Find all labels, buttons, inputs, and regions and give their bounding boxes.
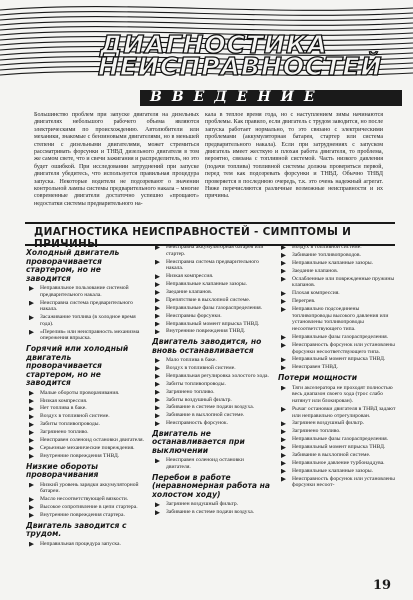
page-number: 19 — [373, 578, 392, 593]
list-item: Неисправна система предварительного накала. — [152, 259, 270, 272]
list-item: Загрязнен воздушный фильтр. — [278, 420, 396, 427]
list-item: Серьезные механические повреждения. — [26, 445, 146, 452]
symptom-list — [152, 357, 270, 427]
subhead: Горячий или холодный двигатель проворачивается стартером, но не заводится — [26, 344, 129, 388]
list-item: Забивание топливопроводов. — [278, 252, 396, 259]
list-item: Забиты топливопроводы. — [26, 421, 146, 428]
list-item: Неправильное давление турбонаддува. — [278, 460, 396, 467]
subhead: Перебои в работе (неравномерная работа на холостом ходу) — [152, 472, 270, 499]
list-item: Неправильный момент впрыска ТНВД. — [278, 444, 396, 451]
list-item: Забивание в выхлопной системе. — [278, 452, 396, 459]
symptom-list — [152, 244, 270, 335]
page-title-line1: ДИАГНОСТИКА — [100, 30, 328, 59]
list-item: Воздух в топливной системе. — [26, 413, 146, 420]
list-item: Загрязнено топливо. — [152, 389, 270, 396]
symptom-list — [278, 385, 396, 490]
list-item: Загрязнено топливо. — [26, 429, 146, 436]
list-item: Плохая компрессия. — [278, 290, 396, 297]
subhead: Двигатель заводится с трудом. — [26, 520, 127, 539]
subhead: Двигатель не останавливается при выключении — [152, 428, 245, 455]
intro-paragraph-left: Большинство проблем при запуске двигателя на дизельных двигателях небольшого рабочего объема являются электрическими по происхождению. Автолюбители или механики, знакомые с бензиновыми двигателями, но в меньшей степени с дизельными двигателями, может стремиться рассматривать форсунки и ТНВД дизельного двигателя в том же самом свете, что и свечи зажигания и распределитель, но это будет ошибкой. При исследовании затруднений при запуске двигателя убедитесь, что используется правильная процедура запуска. Некоторые водители не подозревают о значении контрольной лампы системы предварительного накала – многие современные двигатели достаточно успешно «прощают» недостатки системы предварительного на- — [34, 112, 199, 207]
list-item: Внутренние повреждения ТНВД. — [26, 453, 146, 460]
list-item: Неправильные клапанные зазоры. — [278, 260, 396, 267]
list-item: Неправильные фазы газораспределения. — [278, 334, 396, 341]
section-title: ДИАГНОСТИКА НЕИСПРАВНОСТЕЙ - СИМПТОМЫ И ПРИЧИНЫ — [34, 226, 352, 250]
list-item: Неправильная регулировка холостого хода. — [152, 373, 270, 380]
list-item: Заедание клапанов. — [278, 268, 396, 275]
list-item: Забивание в системе подачи воздуха. — [152, 404, 270, 411]
list-item: Неисправен соленоид остановки двигателя. — [26, 437, 146, 444]
list-item: Забивание в выхлопной системе. — [152, 412, 270, 419]
list-item: Мало топлива в баке. — [152, 357, 270, 364]
column-2 — [152, 244, 270, 517]
column-1 — [26, 246, 146, 548]
list-item: Неправильные фазы газораспределения. — [152, 305, 270, 312]
list-item: Малые обороты проворачивания. — [26, 390, 146, 397]
list-item: Низкая компрессия. — [152, 273, 270, 280]
list-item: Неправильные клапанные зазоры. — [278, 468, 396, 475]
section-tag: ВВЕДЕНИЕ — [150, 89, 325, 105]
list-item: Тяги акселератора не проходят полностью весь диапазон своего хода (трос слабо натянут или блокирован). — [278, 385, 396, 405]
list-item: «Перелив» или неисправность механизма опережения впрыска. — [26, 329, 146, 342]
list-item: Неправильный момент впрыска ТНВД. — [152, 321, 270, 328]
list-item: Неисправна аккумуляторная батарея или стартер. — [152, 244, 270, 257]
header-banner — [0, 0, 413, 90]
subhead: Низкие обороты проворачивания — [26, 461, 99, 480]
list-item: Неисправна система предварительного накала. — [26, 300, 146, 313]
list-item: Внутренние повреждения стартера. — [26, 512, 146, 519]
column-3 — [278, 244, 396, 490]
list-item: Низкий уровень зарядки аккумуляторной батареи. — [26, 482, 146, 495]
list-item: Масло несоответствующей вязкости. — [26, 496, 146, 503]
symptom-list — [26, 482, 146, 519]
list-item: Неправильно подсоединены топливопроводы высокого давления или установлены топливопроводы несоответствующего типа. — [278, 306, 396, 333]
list-item: Ослабленные или поврежденные пружины клапанов. — [278, 276, 396, 289]
list-item: Рычаг остановки двигателя в ТНВД задают или неправильно отрегулирован. — [278, 406, 396, 419]
list-item: Препятствие в выхлопной системе. — [152, 297, 270, 304]
list-item: Неисправность форсунок или установлены форсунки несоответствующего типа. — [278, 342, 396, 355]
list-item: Низкая компрессия. — [26, 398, 146, 405]
list-item: Неисправность форсунок или установлены форсунки несоот- — [278, 476, 396, 489]
subhead: Потери мощности — [278, 373, 358, 383]
list-item: Неправильное пользование системой предварительного накала. — [26, 285, 146, 298]
list-item: Неправильный момент впрыска ТНВД. — [278, 356, 396, 363]
list-item: Перегрев. — [278, 298, 396, 305]
page-title-line2: НЕИСПРАВНОСТЕЙ — [98, 52, 383, 81]
list-item: Неисправен соленоид остановки двигателя. — [152, 457, 270, 470]
list-item: Загрязнен воздушный фильтр. — [152, 501, 270, 508]
list-item: Забиты воздушный фильтр. — [152, 397, 270, 404]
list-item: Воздух в топливной системе. — [278, 244, 396, 251]
subhead: Холодный двигатель проворачивается стартером, но не заводится — [26, 248, 120, 283]
list-item: Высокое сопротивление в цепи стартера. — [26, 504, 146, 511]
list-item: Заедание клапанов. — [152, 289, 270, 296]
symptom-list — [26, 541, 146, 548]
list-item: Неисправность форсунок. — [152, 420, 270, 427]
list-item: Забивание в системе подачи воздуха. — [152, 509, 270, 516]
list-item: Внутренние повреждения ТНВД. — [152, 328, 270, 335]
list-item: Воздух в топливной системе. — [152, 365, 270, 372]
intro-paragraph-right: кала в теплое время года, но с наступлением зимы начинаются проблемы. Как правило, если двигатель с трудом заводится, но после запуска работает нормально, то это связано с электрическими проблемами (аккумуляторная батарея, стартер или система предварительного накала). Если при затруднениях с запуском двигатель имеет жесткую и плохая работа двигателя, то проблема, вероятно, связана с топливной системой. Часть низкого давления (подачи топлива) топливной системы должна проверяться первой, перед тем как подозревать форсунки и ТНВД. Обычно ТНВД проверяется в последнюю очередь, т.к. это очень надежный агрегат. Ниже перечисляются различные возможные неисправности и их причины. — [205, 112, 383, 200]
symptom-list — [278, 244, 396, 371]
list-item: Неисправен ТНВД. — [278, 364, 396, 371]
list-item: Нет топлива в баке. — [26, 405, 146, 412]
list-item: Засаживание топлива (в холодное время года). — [26, 314, 146, 327]
list-item: Неисправны форсунки. — [152, 313, 270, 320]
list-item: Неправильные фазы газораспределения. — [278, 436, 396, 443]
symptom-list — [26, 285, 146, 342]
list-item: Забиты топливопроводы. — [152, 381, 270, 388]
symptom-list — [152, 457, 270, 470]
symptom-list — [152, 501, 270, 516]
subhead: Двигатель заводится, но вновь останавливается — [152, 337, 262, 355]
list-item: Неправильная процедура запуска. — [26, 541, 146, 548]
list-item: Загрязнено топливо. — [278, 428, 396, 435]
list-item: Неправильные клапанные зазоры. — [152, 281, 270, 288]
symptom-list — [26, 390, 146, 460]
